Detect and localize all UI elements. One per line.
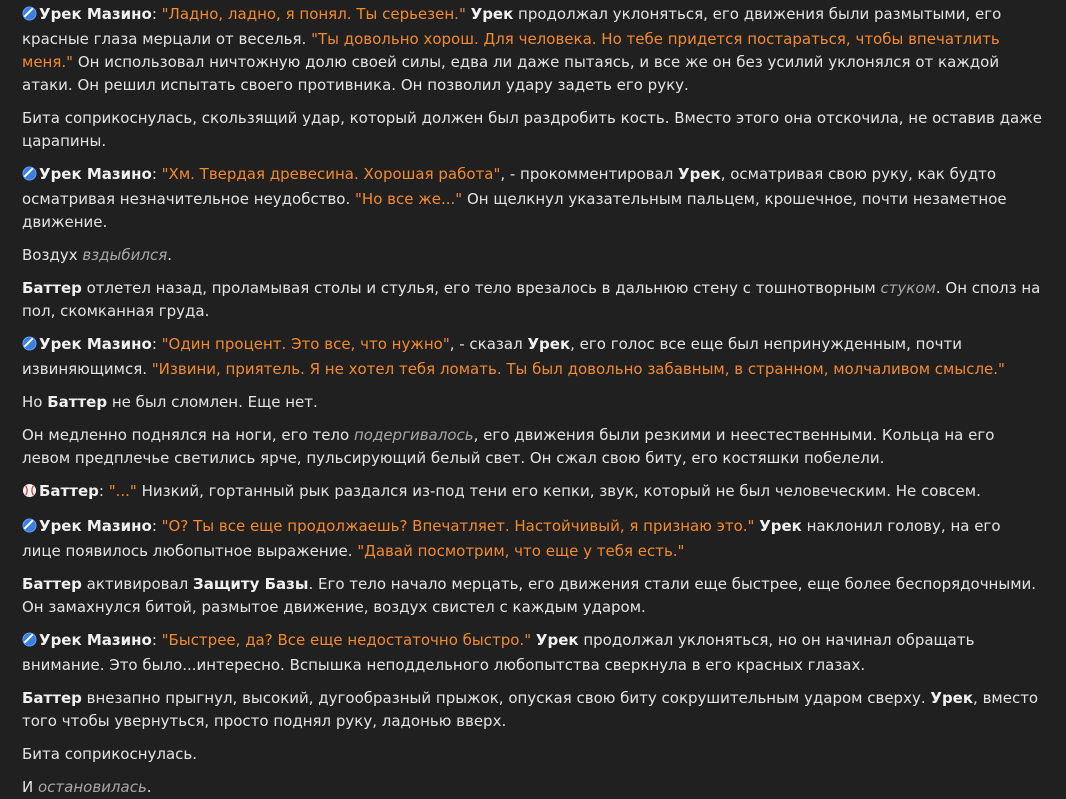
blue-orb-icon [22, 165, 37, 188]
speaker-name: Урек Мазино [39, 517, 152, 535]
message-paragraph [22, 333, 1044, 381]
narration-text: : [151, 517, 162, 535]
dialogue-quote: "Один процент. Это все, что нужно" [161, 335, 450, 353]
baseball-icon [22, 482, 37, 505]
emphasis-text: вздыбился [82, 246, 168, 264]
narration-text: продолжал уклоняться, но он начинал обращать внимание. Это было...интересно. Вспышка неподдельного любопытства сверкнула в его красных глазах. [22, 631, 975, 674]
message-paragraph [22, 480, 1044, 505]
narration-text: Воздух [22, 246, 83, 264]
dialogue-quote: "Быстрее, да? Все еще недостаточно быстро." [161, 631, 532, 649]
dialogue-quote: "Ты довольно хорош. Для человека. Но тебе придется постараться, чтобы впечатлить меня." [22, 30, 1000, 71]
message-paragraph [22, 743, 1044, 766]
message-paragraph [22, 277, 1044, 323]
narration-text: , его движения были резкими и неестественными. Кольца на его левом предплечье светились ярче, пульсирующий белый свет. Он сжал свою биту, его костяшки побелели. [22, 426, 995, 467]
bold-text: Защиту Базы [193, 575, 309, 593]
narration-text: : [151, 5, 162, 23]
narration-text: внезапно прыгнул, высокий, дугообразный прыжок, опуская свою биту сокрушительным ударом сверху. [81, 689, 931, 707]
dialogue-quote: "Хм. Твердая древесина. Хорошая работа" [161, 165, 501, 183]
message-paragraph [22, 424, 1044, 470]
narration-text: продолжал уклоняться, его движения были размытыми, его красные глаза мерцали от веселья. [22, 5, 1002, 48]
speaker-name: Урек Мазино [39, 631, 152, 649]
bold-text: Урек [527, 335, 571, 353]
bold-text: Баттер [22, 279, 82, 297]
dialogue-quote: "О? Ты все еще продолжаешь? Впечатляет. Настойчивый, я признаю это." [161, 517, 755, 535]
narration-text: : [98, 482, 109, 500]
message-paragraph [22, 515, 1044, 563]
narration-text: активировал [81, 575, 194, 593]
dialogue-quote: "Давай посмотрим, что еще у тебя есть." [357, 542, 685, 560]
narration-text: , вместо того чтобы увернуться, просто поднял руку, ладонью вверх. [22, 689, 1039, 730]
narration-text: : [151, 631, 162, 649]
emphasis-text: стуком [880, 279, 936, 297]
narration-text: Бита соприкоснулась. [22, 745, 198, 763]
narration-text: , осматривая свою руку, как будто осматривая незначительное неудобство. [22, 165, 997, 208]
message-paragraph [22, 573, 1044, 619]
narration-text: : [151, 165, 162, 183]
message-paragraph [22, 3, 1044, 97]
narration-text: отлетел назад, проламывая столы и стулья, его тело врезалось в дальнюю стену с тошнотворным [81, 279, 881, 297]
speaker-name: Урек Мазино [39, 165, 152, 183]
message-paragraph [22, 776, 1044, 799]
narration-text: . [167, 246, 173, 264]
narration-text: Он медленно поднялся на ноги, его тело [22, 426, 354, 444]
bold-text: Урек [759, 517, 802, 535]
bold-text: Баттер [47, 393, 108, 411]
emphasis-text: остановилась [38, 778, 147, 796]
dialogue-quote: "Но все же..." [355, 190, 463, 208]
narration-text: не был сломлен. Еще нет. [107, 393, 318, 411]
narration-text: . [146, 778, 152, 796]
blue-orb-icon [22, 631, 37, 654]
narration-text: Но [22, 393, 48, 411]
narration-text: И [22, 778, 38, 796]
narration-text: Он использовал ничтожную долю своей силы, едва ли даже пытаясь, и все же он без усилий уклонялся от каждой атаки. Он решил испытать своего противника. Он позволил удару задеть его руку. [22, 53, 1000, 94]
narration-text: Бита соприкоснулась, скользящий удар, который должен был раздробить кость. Вместо этого она отскочила, не оставив даже царапины. [22, 109, 1042, 150]
speaker-name: Урек Мазино [39, 335, 152, 353]
narration-text: , его голос все еще был непринужденным, почти извиняющимся. [22, 335, 962, 378]
blue-orb-icon [22, 335, 37, 358]
message-paragraph [22, 629, 1044, 677]
narration-text: . Он сполз на пол, скомканная груда. [22, 279, 1041, 320]
bold-text: Баттер [22, 575, 82, 593]
emphasis-text: подергивалось [353, 426, 474, 444]
message-paragraph [22, 107, 1044, 153]
bold-text: Урек [678, 165, 721, 183]
narration-text: Низкий, гортанный рык раздался из-под тени его кепки, звук, который не был человеческим. Не совсем. [136, 482, 981, 500]
speaker-name: Урек Мазино [39, 5, 152, 23]
dialogue-quote: "Извини, приятель. Я не хотел тебя ломать. Ты был довольно забавным, в странном, молчаливом смысле." [151, 360, 1005, 378]
blue-orb-icon [22, 5, 37, 28]
narration-text: . Его тело начало мерцать, его движения стали еще быстрее, еще более беспорядочными. Он замахнулся битой, размытое движение, воздух свистел с каждым ударом. [22, 575, 1037, 616]
dialogue-quote: "..." [108, 482, 137, 500]
narration-text: Он щелкнул указательным пальцем, крошечное, почти незаметное движение. [22, 190, 1007, 231]
message-paragraph [22, 244, 1044, 267]
speaker-name: Баттер [39, 482, 99, 500]
message-paragraph [22, 687, 1044, 733]
bold-text: Урек [930, 689, 974, 707]
message-paragraph [22, 163, 1044, 234]
dialogue-quote: "Ладно, ладно, я понял. Ты серьезен." [161, 5, 466, 23]
narration-text: наклонил голову, на его лице появилось любопытное выражение. [22, 517, 1001, 560]
narration-text: , - прокомментировал [500, 165, 679, 183]
blue-orb-icon [22, 517, 37, 540]
message-paragraph [22, 391, 1044, 414]
bold-text: Урек [470, 5, 514, 23]
narration-text: : [151, 335, 162, 353]
bold-text: Урек [535, 631, 579, 649]
bold-text: Баттер [22, 689, 82, 707]
narration-text: , - сказал [449, 335, 528, 353]
